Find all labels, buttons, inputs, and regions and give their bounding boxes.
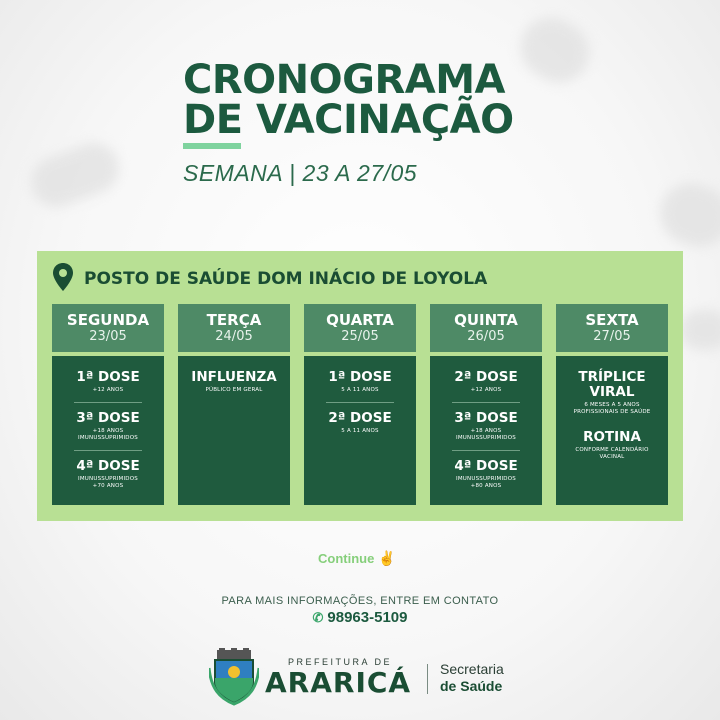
day-column xyxy=(304,304,416,434)
hand-icon: ✌ xyxy=(377,550,396,566)
page-title xyxy=(183,57,514,143)
vaccine-note: PÚBLICO EM GERAL xyxy=(205,387,263,393)
continue-link[interactable] xyxy=(318,550,395,567)
title-accent-bar xyxy=(183,143,241,149)
vaccine-note: IMUNUSSUPRIMIDOS +70 ANOS xyxy=(78,476,138,489)
vaccine-title: 3ª DOSE xyxy=(76,410,140,426)
vaccine-entry xyxy=(556,430,668,461)
day-header xyxy=(178,304,290,352)
prefeitura-label: PREFEITURA DE xyxy=(288,657,393,667)
day-name: QUARTA xyxy=(326,311,394,329)
day-name: SEGUNDA xyxy=(66,311,150,329)
title-line-1: CRONOGRAMA xyxy=(183,57,505,103)
vaccine-title: ROTINA xyxy=(583,429,641,445)
vaccine-title: 1ª DOSE xyxy=(76,369,140,385)
day-date: 23/05 xyxy=(89,329,127,344)
day-header xyxy=(430,304,542,352)
day-vaccine-list xyxy=(52,356,164,505)
continue-label: Continue xyxy=(318,551,375,566)
vaccine-title: TRÍPLICE VIRAL xyxy=(578,369,646,400)
entry-separator xyxy=(74,402,142,403)
logo-divider xyxy=(427,664,428,694)
day-date: 27/05 xyxy=(593,329,631,344)
vaccine-note: +18 ANOS IMUNUSSUPRIMIDOS xyxy=(456,428,516,441)
day-column xyxy=(430,304,542,489)
day-vaccine-list xyxy=(430,356,542,505)
day-column xyxy=(556,304,668,460)
day-column xyxy=(52,304,164,489)
day-date: 26/05 xyxy=(467,329,505,344)
title-line-2: DE VACINAÇÃO xyxy=(183,97,514,143)
vaccine-entry xyxy=(556,370,668,416)
day-name: TERÇA xyxy=(206,311,262,329)
day-header xyxy=(304,304,416,352)
week-subtitle: SEMANA | 23 A 27/05 xyxy=(183,160,418,186)
vaccine-note: +18 ANOS IMUNUSSUPRIMIDOS xyxy=(78,428,138,441)
entry-separator xyxy=(452,402,520,403)
background-decoration xyxy=(652,175,720,255)
entry-separator xyxy=(74,450,142,451)
city-crest-icon xyxy=(209,648,259,706)
vaccine-title: 2ª DOSE xyxy=(454,369,518,385)
vaccine-entry xyxy=(178,370,290,394)
background-decoration xyxy=(510,7,601,94)
map-pin-icon xyxy=(52,262,74,292)
day-vaccine-list xyxy=(178,356,290,505)
vaccine-note: +12 ANOS xyxy=(470,387,502,393)
vaccine-note: 5 A 11 ANOS xyxy=(341,387,379,393)
vaccine-entry xyxy=(52,411,164,442)
day-header xyxy=(52,304,164,352)
background-decoration xyxy=(24,136,126,214)
background-decoration xyxy=(680,310,720,350)
vaccine-title: 4ª DOSE xyxy=(454,458,518,474)
day-vaccine-list xyxy=(304,356,416,505)
contact-info: PARA MAIS INFORMAÇÕES, ENTRE EM CONTATO xyxy=(221,595,499,607)
vaccine-note: IMUNUSSUPRIMIDOS +80 ANOS xyxy=(456,476,516,489)
vaccine-entry xyxy=(430,411,542,442)
vaccine-entry xyxy=(430,459,542,490)
vaccine-entry xyxy=(304,370,416,394)
vaccine-title: INFLUENZA xyxy=(191,369,277,385)
day-column xyxy=(178,304,290,393)
day-name: SEXTA xyxy=(585,311,639,329)
phone-number: 98963-5109 xyxy=(327,609,408,626)
vaccine-title: 3ª DOSE xyxy=(454,410,518,426)
entry-separator xyxy=(452,450,520,451)
vaccine-entry xyxy=(52,459,164,490)
day-name: QUINTA xyxy=(454,311,518,329)
secretaria-label: Secretaria xyxy=(440,661,504,677)
vaccine-entry xyxy=(430,370,542,394)
day-vaccine-list xyxy=(556,356,668,505)
day-date: 24/05 xyxy=(215,329,253,344)
entry-separator xyxy=(326,402,394,403)
vaccine-title: 4ª DOSE xyxy=(76,458,140,474)
city-name: ARARICÁ xyxy=(265,666,412,699)
vaccine-note: 6 MESES A 5 ANOS PROFISSIONAIS DE SAÚDE xyxy=(573,402,651,415)
vaccine-title: 1ª DOSE xyxy=(328,369,392,385)
vaccine-entry xyxy=(52,370,164,394)
day-date: 25/05 xyxy=(341,329,379,344)
day-header xyxy=(556,304,668,352)
vaccine-note: 5 A 11 ANOS xyxy=(341,428,379,434)
vaccine-note: +12 ANOS xyxy=(92,387,124,393)
vaccine-title: 2ª DOSE xyxy=(328,410,392,426)
location-name: POSTO DE SAÚDE DOM INÁCIO DE LOYOLA xyxy=(84,269,488,289)
vaccine-entry xyxy=(304,411,416,435)
contact-phone[interactable] xyxy=(0,609,720,626)
phone-whatsapp-icon: ✆ xyxy=(312,610,324,625)
vaccine-note: CONFORME CALENDÁRIO VACINAL xyxy=(575,447,649,460)
saude-label: de Saúde xyxy=(440,678,503,694)
